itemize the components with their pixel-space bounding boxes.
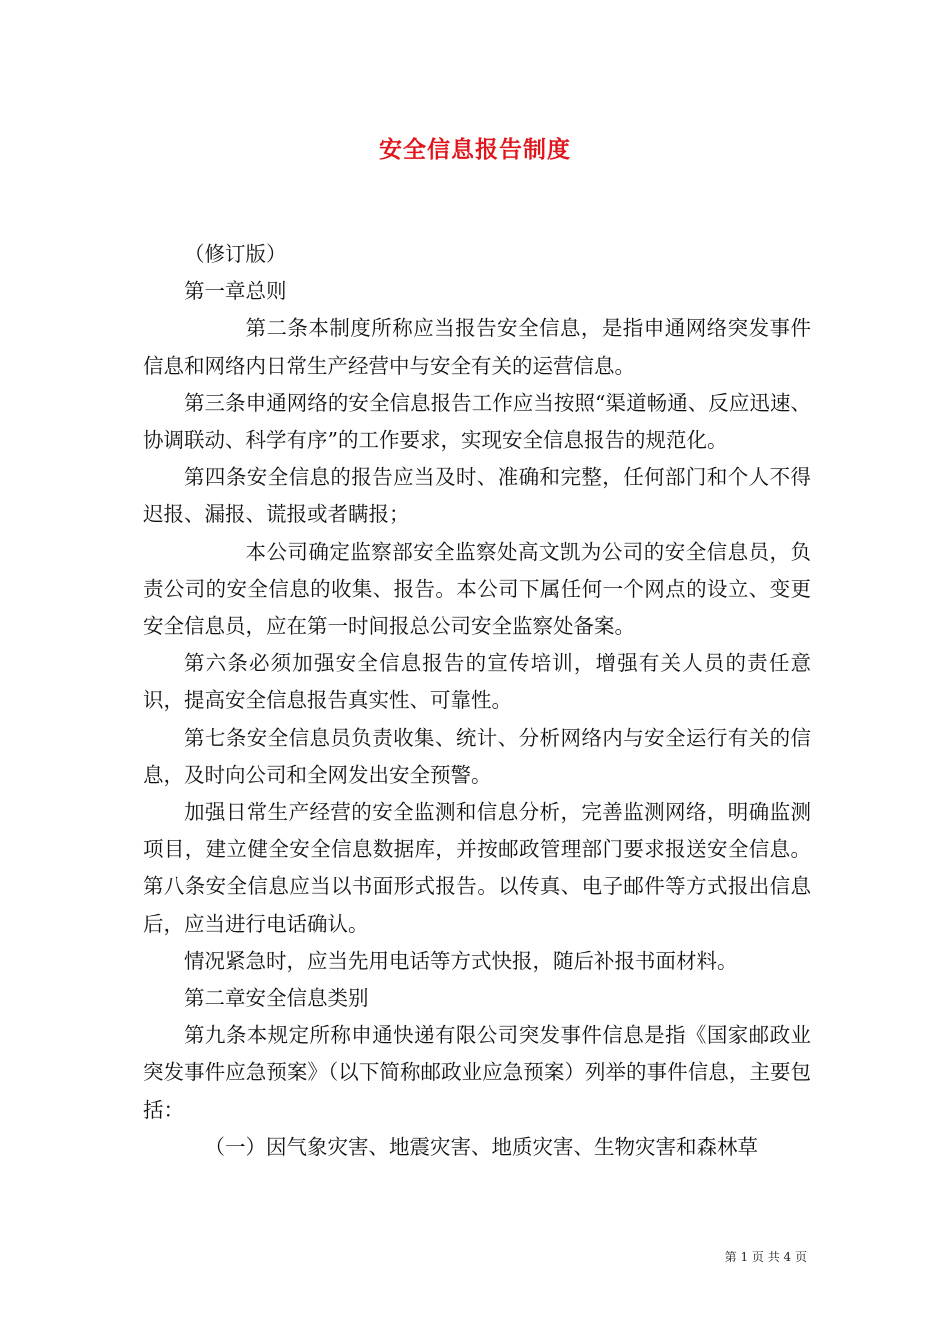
paragraph-article-2: 第二条本制度所称应当报告安全信息，是指申通网络突发事件信息和网络内日常生产经营中与安全有关的运营信息。: [143, 316, 811, 378]
paragraph-emergency: 情况紧急时，应当先用电话等方式快报，随后补报书面材料。: [184, 948, 738, 973]
paragraph-article-3: 第三条申通网络的安全信息报告工作应当按照“渠道畅通、反应迅速、协调联动、科学有序”的工作要求，实现安全信息报告的规范化。: [143, 390, 811, 453]
document-body: [143, 236, 811, 1166]
paragraph-safety-officer: 本公司确定监察部安全监察处高文凯为公司的安全信息员，负责公司的安全信息的收集、报告。本公司下属任何一个网点的设立、变更安全信息员，应在第一时间报总公司安全监察处备案。: [143, 539, 811, 639]
paragraph-revision-note: （修订版）: [184, 242, 287, 266]
document-title: 安全信息报告制度: [379, 136, 571, 163]
paragraph-article-4: 第四条安全信息的报告应当及时、准确和完整，任何部门和个人不得迟报、漏报、谎报或者瞒报；: [143, 465, 811, 527]
chapter-heading-2: 第二章安全信息类别: [184, 986, 369, 1011]
paragraph-article-9: 第九条本规定所称申通快递有限公司突发事件信息是指《国家邮政业突发事件应急预案》（以下简称邮政业应急预案）列举的事件信息，主要包括：: [143, 1023, 811, 1122]
chapter-heading-1: 第一章总则: [184, 279, 287, 304]
paragraph-article-7: 第七条安全信息员负责收集、统计、分析网络内与安全运行有关的信息，及时向公司和全网发出安全预警。: [143, 725, 811, 787]
list-item-1: （一）因气象灾害、地震灾害、地质灾害、生物灾害和森林草: [204, 1134, 758, 1159]
page-number: 第 1 页 共 4 页: [724, 1250, 807, 1264]
paragraph-monitoring: 加强日常生产经营的安全监测和信息分析，完善监测网络，明确监测项目，建立健全安全信息数据库，并按邮政管理部门要求报送安全信息。第八条安全信息应当以书面形式报告。以传真、电子邮件等方式报出信息后，应当进行电话确认。: [143, 800, 811, 936]
paragraph-article-6: 第六条必须加强安全信息报告的宣传培训，增强有关人员的责任意识，提高安全信息报告真实性、可靠性。: [143, 651, 811, 713]
